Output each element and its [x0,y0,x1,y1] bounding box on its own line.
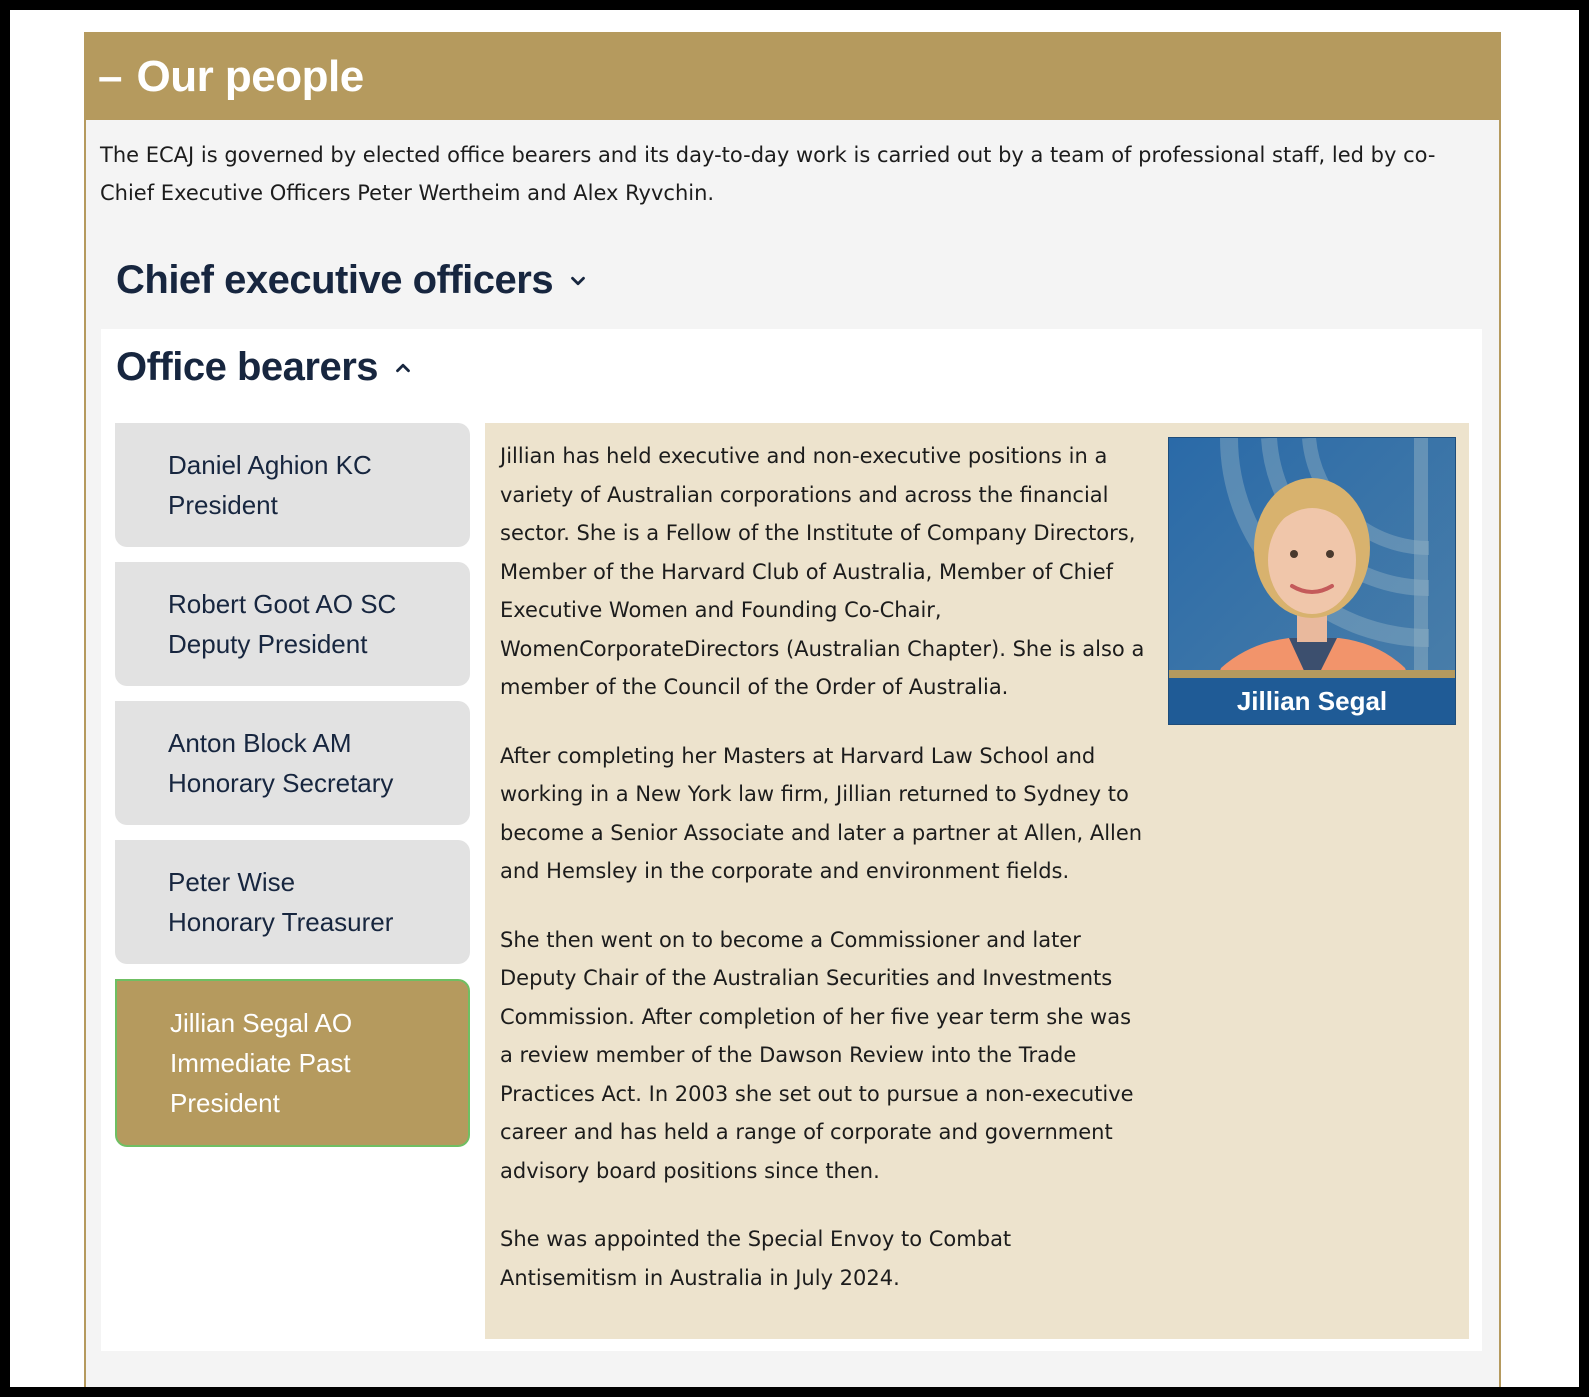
page [10,10,1579,1387]
chevron-down-icon [567,270,589,292]
accordion-chief-executive-officers[interactable] [116,258,589,303]
person-name: Anton Block AM [168,728,352,758]
bio-paragraph: She then went on to become a Commissioner and later Deputy Chair of the Australian Securities and Investments Commission. After completion of her five year term she was a review member of the Dawson Review into the Trade Practices Act. In 2003 she set out to pursue a non-executive career and has held a range of corporate and government advisory board positions since then. [500,927,1134,1183]
person-role: Immediate Past President [170,1048,351,1118]
person-role: Honorary Treasurer [168,907,394,937]
office-bearers-list [115,423,470,1162]
person-name: Jillian Segal AO [170,1008,353,1038]
bio-paragraph: Jillian has held executive and non-executive positions in a variety of Australian corporations and across the financial sector. She is a Fellow of the Institute of Company Directors, Member of the Harvard Club of Australia, Member of Chief Executive Women and Founding Co-Chair, WomenCorporateDirectors (Australian Chapter). She is also a member of the Council of the Order of Australia. [500,444,1145,699]
accordion-office-bearers[interactable] [116,345,414,390]
collapse-toggle-icon[interactable]: – [98,52,123,101]
chevron-up-icon [392,357,414,379]
person-bio [500,437,1145,1327]
intro-text: The ECAJ is governed by elected office bearers and its day-to-day work is carried out by a team of professional staff, led by co-Chief Executive Officers Peter Wertheim and Alex Ryvchin. [100,143,1436,205]
person-role: President [168,490,278,520]
office-bearer-tab[interactable] [115,840,470,964]
our-people-section [84,32,1501,1387]
office-bearer-tab[interactable] [115,562,470,686]
person-role: Honorary Secretary [168,768,394,798]
portrait-image [1168,437,1456,725]
accordion-title: Chief executive officers [116,258,554,302]
person-name: Robert Goot AO SC [168,589,397,619]
person-detail [485,423,1469,1339]
section-header[interactable] [86,34,1499,120]
accordion-title: Office bearers [116,345,379,389]
person-role: Deputy President [168,629,368,659]
bio-paragraph: After completing her Masters at Harvard Law School and working in a New York law firm, Jillian returned to Sydney to become a Senior Associate and later a partner at Allen, Allen and Hemsley in the corporate and environment fields. [500,743,1143,883]
office-bearers-panel [101,329,1482,1351]
bio-paragraph: She was appointed the Special Envoy to Combat Antisemitism in Australia in July 2024. [500,1227,1012,1290]
section-title: Our people [136,52,364,101]
portrait-caption: Jillian Segal [1169,670,1455,724]
office-bearer-tab[interactable] [115,701,470,825]
person-name: Peter Wise [168,867,296,897]
office-bearer-tab-active[interactable] [115,979,470,1147]
person-name: Daniel Aghion KC [168,450,372,480]
office-bearer-tab[interactable] [115,423,470,547]
